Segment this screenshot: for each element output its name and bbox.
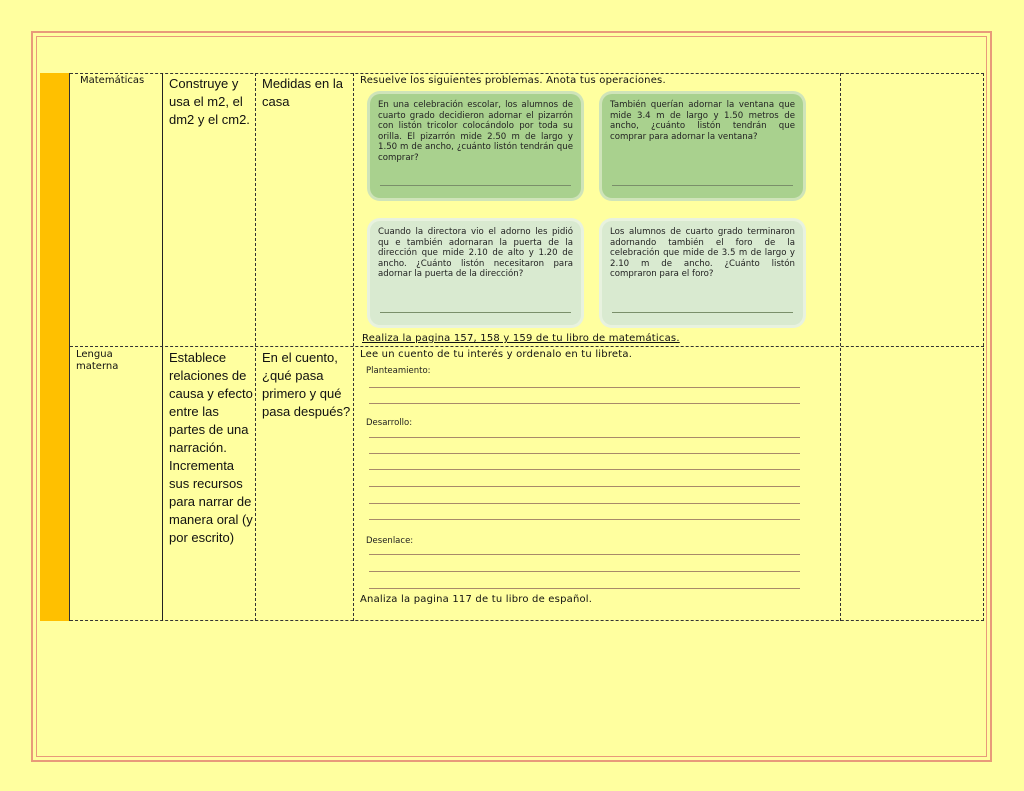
writing-line: [369, 503, 800, 504]
answer-line: [612, 185, 793, 186]
learning-cell: Construye y usa el m2, el dm2 y el cm2.: [169, 76, 250, 127]
row-divider: [70, 346, 984, 347]
writing-line: [369, 437, 800, 438]
writing-line: [369, 453, 800, 454]
writing-line: [369, 469, 800, 470]
writing-line: [369, 387, 800, 388]
instructions: Lee un cuento de tu interés y ordenalo en tu libreta.: [360, 349, 633, 360]
problem-card: [602, 94, 803, 198]
topic-cell: Medidas en la casa: [262, 76, 343, 109]
subject-cell: Lengua materna: [76, 349, 119, 372]
answer-line: [612, 312, 793, 313]
writing-line: [369, 571, 800, 572]
writing-line: [369, 403, 800, 404]
writing-line: [369, 486, 800, 487]
writing-line: [369, 588, 800, 589]
instructions: Resuelve los siguientes problemas. Anota tus operaciones.: [360, 75, 666, 86]
problem-text: Los alumnos de cuarto grado terminaron adornando también el foro de la celebración que mide de 3.5 m de largo y 2.10 m de ancho. ¿Cuánto listón compraron para el foro?: [610, 227, 795, 279]
writing-line: [369, 519, 800, 520]
answer-line: [380, 312, 571, 313]
section-label: Desenlace:: [366, 536, 414, 546]
writing-line: [369, 554, 800, 555]
problem-text: También querían adornar la ventana que mide 3.4 m de largo y 1.50 metros de ancho, ¿cuánto listón tendrán que comprar para adornar la ventana?: [610, 100, 795, 142]
footer-note: Realiza la pagina 157, 158 y 159 de tu libro de matemáticas.: [362, 333, 680, 344]
problem-card: [602, 221, 803, 325]
divider: [840, 73, 841, 621]
color-strip: [40, 73, 70, 621]
subject-cell: Matemáticas: [80, 75, 145, 86]
problem-card: [370, 221, 581, 325]
problem-text: En una celebración escolar, los alumnos de cuarto grado decidieron adornar el pizarrón con listón tricolor colocándolo por toda su orilla. El pizarrón mide 2.50 m de largo y 1.50 m de ancho, ¿cuánto listón tendrán que comprar?: [378, 100, 573, 163]
topic-cell: En el cuento, ¿qué pasa primero y qué pasa después?: [262, 350, 351, 419]
problem-text: Cuando la directora vio el adorno les pidió qu e también adornaran la puerta de la dirección que mide 2.10 de alto y 1.20 de ancho. ¿Cuánto listón necesitaron para adornar la puerta de la dirección?: [378, 227, 573, 279]
section-label: Planteamiento:: [366, 366, 431, 376]
answer-line: [380, 185, 571, 186]
footer-note: Analiza la pagina 117 de tu libro de español.: [360, 594, 593, 605]
divider: [162, 73, 163, 621]
divider: [353, 73, 354, 621]
section-label: Desarrollo:: [366, 418, 413, 428]
learning-cell: Establece relaciones de causa y efecto entre las partes de una narración. Incrementa sus recursos para narrar de manera oral (y por escrito): [169, 350, 253, 545]
divider: [255, 73, 256, 621]
problem-card: [370, 94, 581, 198]
